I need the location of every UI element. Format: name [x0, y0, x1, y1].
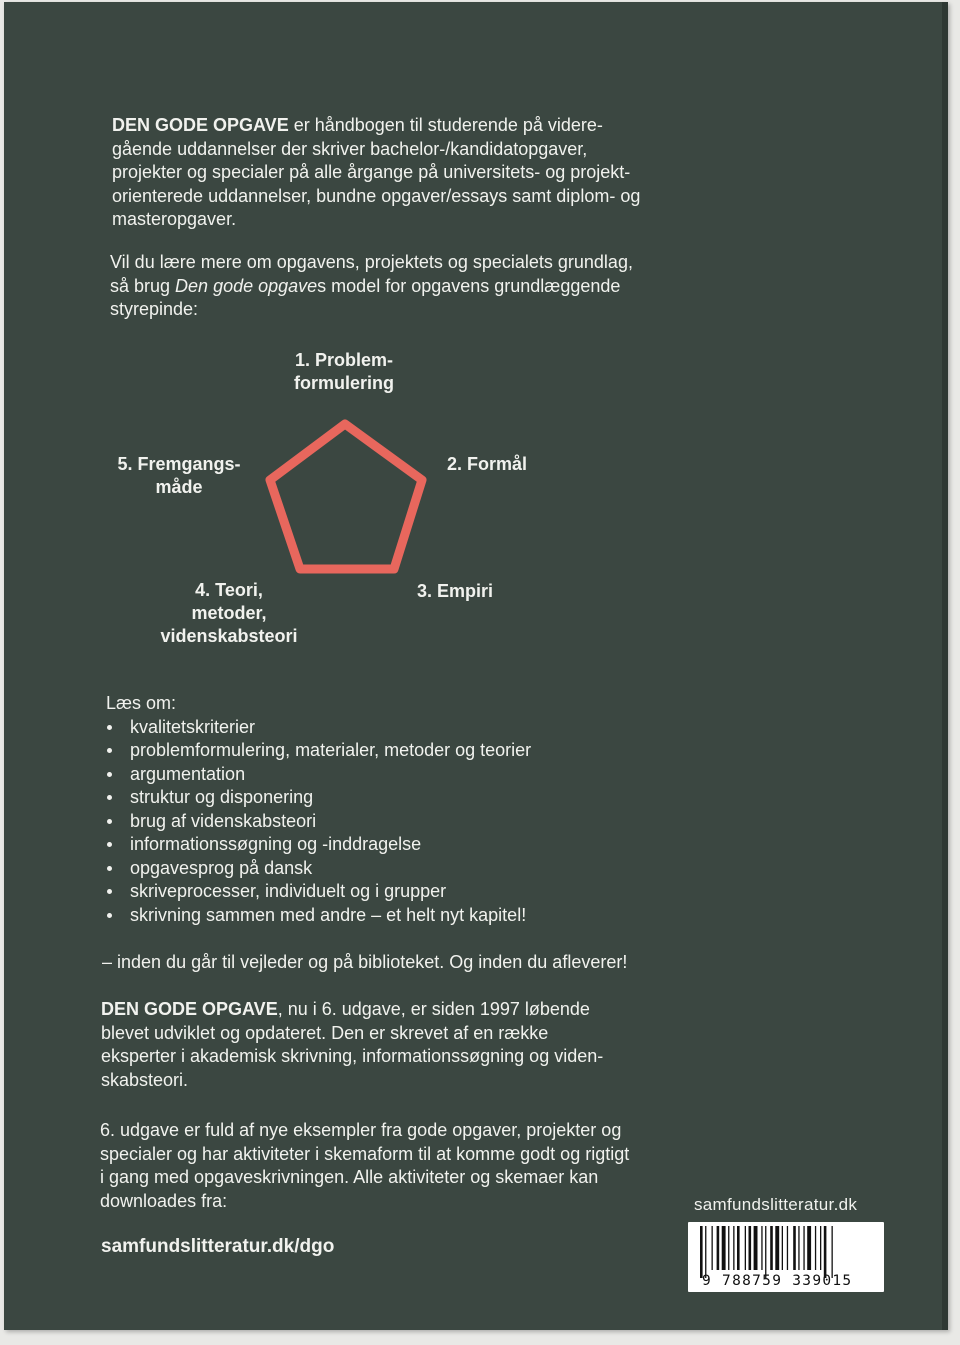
intro-line: masteropgaver. [112, 209, 237, 229]
barcode-bar [765, 1226, 766, 1278]
barcode-bar [712, 1226, 713, 1270]
book-title-italic: Den gode opgave [175, 275, 318, 296]
pentagon-shape [270, 424, 422, 569]
intro-line: gående uddannelser der skriver bachelor-/kandidatopgaver, [112, 138, 588, 159]
learn-more-line: Vil du lære mere om opgavens, projektets og specialets grundlag, [110, 252, 633, 272]
list-item: brug af videnskabsteori [106, 810, 531, 834]
model-node-formaal: 2. Formål [447, 454, 528, 474]
model-node-empiri: 3. Empiri [417, 581, 494, 601]
learn-more-line: s model for opgavens grundlæggende [317, 275, 621, 296]
barcode-digits: 9 788759 339015 [702, 1273, 853, 1289]
list-item: struktur og disponering [106, 786, 531, 810]
barcode-bar [754, 1226, 758, 1270]
barcode-bar [749, 1226, 752, 1270]
examples-line: 6. udgave er fuld af nye eksempler fra gode opgaver, projekter og [100, 1120, 622, 1140]
barcode-bars-icon [688, 1222, 884, 1278]
publisher-url-link[interactable]: samfundslitteratur.dk [694, 1195, 858, 1214]
edition-title: DEN GODE OPGAVE [101, 999, 278, 1019]
examples-line: downloades fra: [100, 1190, 228, 1211]
examples-line: specialer og har aktiviteter i skemaform til at komme godt og rigtigt [100, 1143, 630, 1164]
book-back-cover [4, 2, 948, 1330]
barcode-bar [820, 1226, 821, 1270]
intro-line: er håndbogen til studerende på videre- [288, 115, 603, 135]
intro-title: DEN GODE OPGAVE [112, 115, 289, 135]
barcode-bar [761, 1226, 762, 1270]
list-item: problemformulering, materialer, metoder og teorier [106, 739, 531, 763]
barcode-bar [770, 1226, 773, 1270]
learn-more-line: så brug [110, 275, 176, 296]
list-item: kvalitetskriterier [106, 716, 531, 740]
list-item: informationssøgning og -inddragelse [106, 833, 531, 857]
examples-paragraph [100, 1119, 629, 1213]
before-text: – inden du går til vejleder og på biblioteket. Og inden du afleverer! [102, 952, 628, 972]
barcode-bar [722, 1226, 726, 1270]
edition-paragraph [101, 998, 603, 1092]
examples-line: i gang med opgaveskrivningen. Alle aktiviteter og skemaer kan [100, 1167, 599, 1187]
intro-line: orienterede uddannelser, bundne opgaver/essays samt diplom- og [112, 185, 641, 206]
edition-line: blevet udviklet og opdateret. Den er skrevet af en række [101, 1022, 549, 1043]
barcode-bar [717, 1226, 720, 1270]
barcode-bar [803, 1226, 804, 1270]
edition-line: , nu i 6. udgave, er siden 1997 løbende [277, 999, 590, 1019]
barcode-bar [745, 1226, 746, 1270]
list-item: skriveprocesser, individuelt og i grupper [106, 880, 531, 904]
list-item: argumentation [106, 763, 531, 787]
isbn-barcode [688, 1222, 884, 1292]
model-node-problemformulering: 1. Problem- formulering [293, 350, 394, 393]
read-about-list [106, 692, 531, 927]
download-url-link[interactable]: samfundslitteratur.dk/dgo [101, 1236, 335, 1257]
barcode-bar [705, 1226, 706, 1278]
intro-line: projekter og specialer på alle årgange på universitets- og projekt- [112, 162, 631, 182]
barcode-bar [775, 1226, 779, 1270]
barcode-bar [832, 1226, 833, 1278]
edition-line: skabsteori. [101, 1069, 189, 1090]
barcode-bar [737, 1226, 740, 1270]
barcode-bar [815, 1226, 816, 1270]
model-node-fremgangsmaade: 5. Fremgangs- måde [117, 454, 241, 497]
barcode-bar [782, 1226, 783, 1270]
barcode-bar [807, 1226, 811, 1270]
list-item: opgavesprog på dansk [106, 857, 531, 881]
barcode-bar [728, 1226, 729, 1270]
barcode-bar [733, 1226, 734, 1270]
barcode-bar [798, 1226, 799, 1270]
barcode-bar [700, 1226, 703, 1278]
learn-more-line: styrepinde: [110, 299, 199, 319]
list-item: skrivning sammen med andre – et helt nyt kapitel! [106, 904, 531, 928]
barcode-bar [824, 1226, 827, 1278]
read-about-heading: Læs om: [106, 693, 177, 713]
model-node-teori: 4. Teori, metoder, videnskabsteori [160, 580, 298, 646]
barcode-bar [793, 1226, 796, 1270]
barcode-bar [787, 1226, 788, 1270]
edition-line: eksperter i akademisk skrivning, informationssøgning og viden- [101, 1046, 604, 1066]
